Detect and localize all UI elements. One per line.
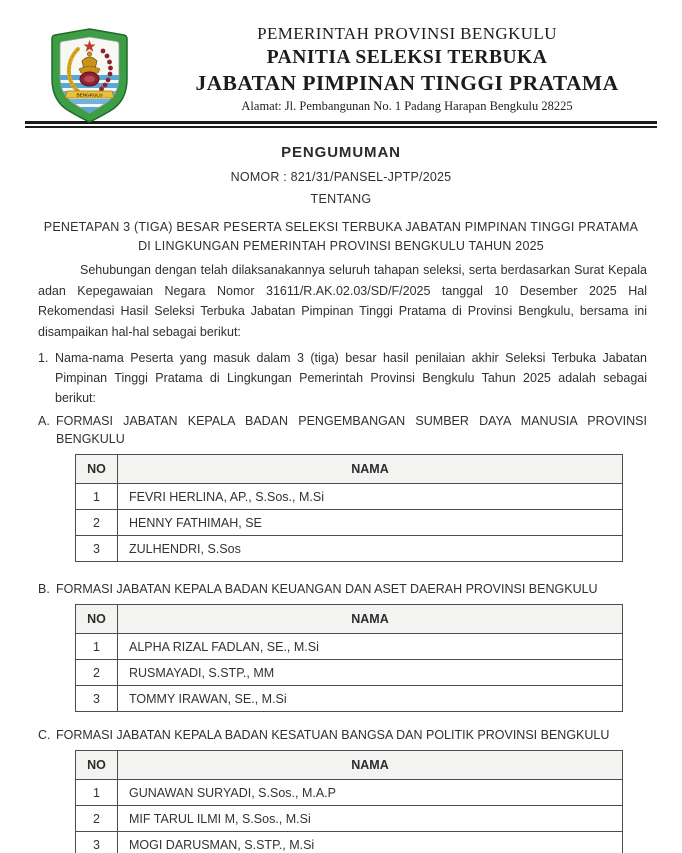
section-letter: A. bbox=[38, 414, 50, 429]
row-number: 2 bbox=[76, 806, 118, 832]
row-number: 3 bbox=[76, 686, 118, 712]
row-number: 2 bbox=[76, 660, 118, 686]
table-header-row bbox=[76, 605, 623, 634]
candidate-name: GUNAWAN SURYADI, S.Sos., M.A.P bbox=[118, 780, 623, 806]
section-heading-text: FORMASI JABATAN KEPALA BADAN KEUANGAN DAN ASET DAERAH PROVINSI BENGKULU bbox=[56, 582, 598, 597]
candidate-name: MIF TARUL ILMI M, S.Sos., M.Si bbox=[118, 806, 623, 832]
table-header-row bbox=[76, 751, 623, 780]
table-row bbox=[76, 510, 623, 536]
candidate-name: ALPHA RIZAL FADLAN, SE., M.Si bbox=[118, 634, 623, 660]
item-text: Nama-nama Peserta yang masuk dalam 3 (tiga) besar hasil penilaian akhir Seleksi Terbuka Jabatan Pimpinan Tinggi Pratama di Lingkungan Pemerintah Provinsi Bengkulu Tahun 2025 adalah sebagai berikut: bbox=[55, 351, 647, 406]
table-row bbox=[76, 536, 623, 562]
candidate-name: RUSMAYADI, S.STP., MM bbox=[118, 660, 623, 686]
committee-name: PANITIA SELEKSI TERBUKA bbox=[266, 47, 548, 69]
section-heading-text: FORMASI JABATAN KEPALA BADAN KESATUAN BANGSA DAN POLITIK PROVINSI BENGKULU bbox=[56, 728, 610, 743]
row-number: 1 bbox=[76, 484, 118, 510]
column-header-nama: NAMA bbox=[118, 605, 623, 634]
candidates-table-b bbox=[75, 604, 623, 712]
section-b-heading bbox=[38, 580, 647, 598]
column-header-nama: NAMA bbox=[118, 751, 623, 780]
table-row bbox=[76, 686, 623, 712]
row-number: 2 bbox=[76, 510, 118, 536]
column-header-no: NO bbox=[76, 751, 118, 780]
candidate-name: ZULHENDRI, S.Sos bbox=[118, 536, 623, 562]
section-b bbox=[38, 580, 647, 712]
page-title: PENGUMUMAN bbox=[281, 144, 401, 162]
announcement-number: NOMOR : 821/31/PANSEL-JPTP/2025 bbox=[230, 170, 452, 185]
section-c-heading bbox=[38, 726, 647, 744]
row-number: 3 bbox=[76, 536, 118, 562]
column-header-no: NO bbox=[76, 455, 118, 484]
table-row bbox=[76, 806, 623, 832]
candidates-table-c bbox=[75, 750, 623, 853]
about-label: TENTANG bbox=[310, 192, 372, 207]
row-number: 3 bbox=[76, 832, 118, 853]
table-header-row bbox=[76, 455, 623, 484]
banner-ribbon bbox=[65, 91, 114, 98]
candidate-name: TOMMY IRAWAN, SE., M.Si bbox=[118, 686, 623, 712]
column-header-no: NO bbox=[76, 605, 118, 634]
table-row bbox=[76, 780, 623, 806]
candidate-name: FEVRI HERLINA, AP., S.Sos., M.Si bbox=[118, 484, 623, 510]
section-letter: B. bbox=[38, 582, 50, 597]
row-number: 1 bbox=[76, 634, 118, 660]
table-row bbox=[76, 634, 623, 660]
candidates-table-a bbox=[75, 454, 623, 562]
banner-text: BENGKULU bbox=[76, 92, 103, 98]
row-number: 1 bbox=[76, 780, 118, 806]
item-number: 1. bbox=[38, 351, 49, 366]
committee-subtitle: JABATAN PIMPINAN TINGGI PRATAMA bbox=[195, 71, 619, 96]
letterhead bbox=[0, 0, 682, 128]
section-a bbox=[38, 412, 647, 562]
numbered-item-1 bbox=[38, 348, 647, 408]
announcement-subject: PENETAPAN 3 (TIGA) BESAR PESERTA SELEKSI TERBUKA JABATAN PIMPINAN TINGGI PRATAMA DI LINGKUNGAN PEMERINTAH PROVINSI BENGKULU TAHUN 2025 bbox=[43, 220, 639, 254]
opening-paragraph: Sehubungan dengan telah dilaksanakannya seluruh tahapan seleksi, serta berdasarkan Surat Kepala adan Kepegawaian Negara Nomor 31611/R.AK.02.03/SD/F/2025 tanggal 10 Desember 2025 Hal Rekomendasi Hasil Seleksi Terbuka Jabatan Pimpinan Tinggi Pratama di Provinsi Bengkulu, bersama ini disampaikan hal-hal sebagai berikut: bbox=[38, 263, 647, 339]
bengkulu-provincial-seal-icon bbox=[48, 27, 131, 124]
letterhead-address: Alamat: Jl. Pembangunan No. 1 Padang Harapan Bengkulu 28225 bbox=[241, 99, 573, 114]
government-name: PEMERINTAH PROVINSI BENGKULU bbox=[257, 24, 557, 43]
section-a-heading bbox=[38, 412, 647, 448]
table-row bbox=[76, 832, 623, 853]
table-row bbox=[76, 660, 623, 686]
column-header-nama: NAMA bbox=[118, 455, 623, 484]
section-heading-text: FORMASI JABATAN KEPALA BADAN PENGEMBANGAN SUMBER DAYA MANUSIA PROVINSI BENGKULU bbox=[56, 414, 647, 447]
table-row bbox=[76, 484, 623, 510]
candidate-name: HENNY FATHIMAH, SE bbox=[118, 510, 623, 536]
letterhead-text bbox=[132, 24, 682, 114]
section-c bbox=[38, 726, 647, 853]
section-letter: C. bbox=[38, 728, 51, 743]
announcement-title-block bbox=[0, 144, 682, 256]
candidate-name: MOGI DARUSMAN, S.STP., M.Si bbox=[118, 832, 623, 853]
